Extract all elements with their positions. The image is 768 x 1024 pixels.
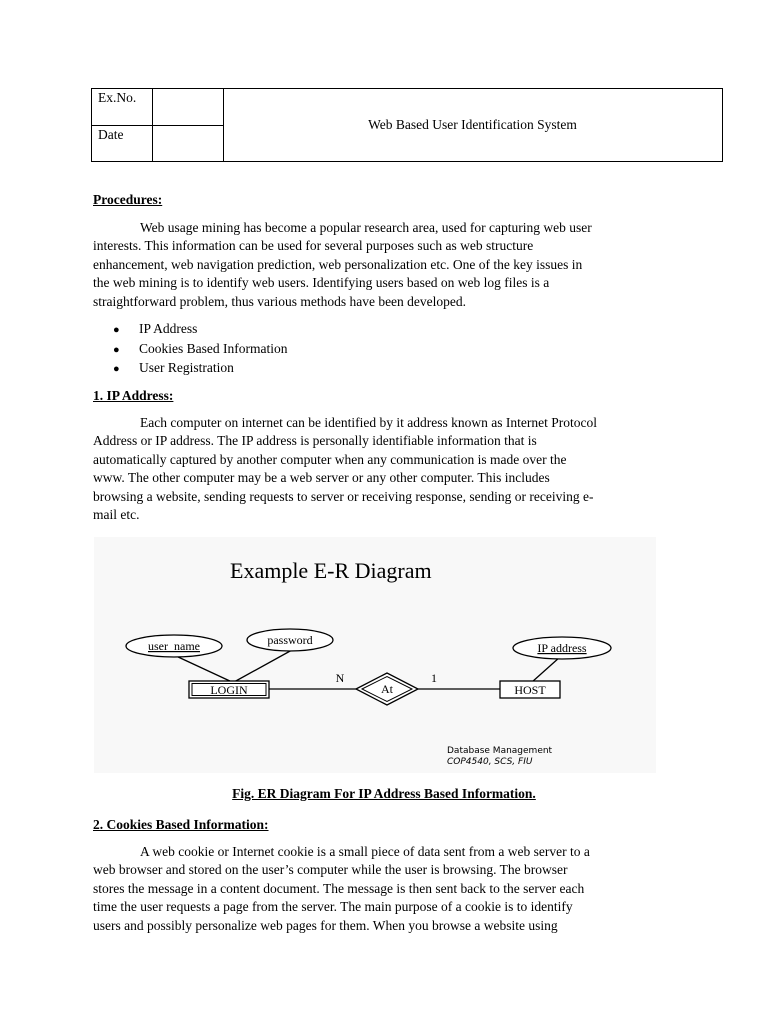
paragraph-line: time the user requests a page from the server. The main purpose of a cookie is to identify [93, 899, 573, 915]
list-item [113, 339, 287, 359]
cardinality-n-label: N [335, 671, 345, 685]
connector-line [176, 656, 232, 682]
paragraph-line: Web usage mining has become a popular research area, used for capturing web user [140, 220, 592, 235]
bullet-icon: ● [113, 363, 120, 376]
paragraph-line: Each computer on internet can be identified by it address known as Internet Protocol [140, 415, 597, 430]
paragraph-line: web browser and stored on the user’s computer while the user is browsing. The browser [93, 862, 568, 878]
entity-login-label: LOGIN [210, 683, 248, 697]
bullet-icon: ● [113, 324, 120, 336]
diagram-title: Example E-R Diagram [230, 558, 432, 583]
header-row-divider [92, 125, 223, 126]
header-table [91, 88, 723, 162]
cardinality-1-label: 1 [431, 671, 437, 685]
cookies-paragraph [93, 843, 673, 935]
bullet-list [113, 319, 287, 378]
list-item-label: IP Address [139, 321, 198, 336]
procedures-heading: Procedures: [93, 192, 163, 207]
paragraph-line: automatically captured by another computer when any communication is made over the [93, 451, 567, 467]
ip-address-heading: 1. IP Address: [93, 388, 174, 403]
paragraph-line: Address or IP address. The IP address is personally identifiable information that is [93, 433, 537, 449]
paragraph-line: enhancement, web navigation prediction, web personalization etc. One of the key issues in [93, 256, 583, 272]
relationship-at-label: At [381, 682, 393, 696]
paragraph-line: straightforward problem, thus various methods have been developed. [93, 293, 467, 309]
ip-address-paragraph [93, 414, 673, 524]
diagram-credit-line2: COP4540, SCS, FIU [447, 757, 533, 767]
document-title: Web Based User Identification System [368, 117, 577, 132]
paragraph-line: users and possibly personalize web pages for them. When you browse a website using [93, 917, 558, 933]
paragraph-line: www. The other computer may be a web server or any other computer. This includes [93, 470, 550, 486]
list-item-label: User Registration [139, 360, 234, 376]
paragraph-line: A web cookie or Internet cookie is a small piece of data sent from a web server to a [140, 844, 590, 859]
connector-line [234, 650, 292, 682]
attribute-password-label: password [267, 633, 313, 647]
paragraph-line: stores the message in a content document. The message is then sent back to the server each [93, 880, 585, 896]
procedures-paragraph [93, 219, 673, 311]
date-label: Date [98, 127, 124, 142]
connector-line [532, 657, 560, 682]
diagram-credit-line1: Database Management [447, 746, 553, 756]
paragraph-line: browsing a website, sending requests to server or receiving response, sending or receiving e- [93, 488, 594, 504]
bullet-icon: ● [113, 343, 120, 356]
er-diagram-figure [94, 537, 656, 773]
list-item-label: Cookies Based Information [139, 340, 288, 356]
list-item [113, 358, 287, 378]
er-diagram [94, 537, 656, 773]
paragraph-line: interests. This information can be used for several purposes such as web structure [93, 238, 534, 254]
cookies-heading: 2. Cookies Based Information: [93, 817, 269, 832]
list-item [113, 319, 287, 339]
attribute-user-name-label: user_name [148, 639, 200, 653]
paragraph-line: the web mining is to identify web users. Identifying users based on web log files is a [93, 275, 550, 291]
entity-host-label: HOST [514, 683, 546, 697]
attribute-ip-address-label: IP address [537, 641, 587, 655]
figure-caption: Fig. ER Diagram For IP Address Based Information. [232, 786, 536, 801]
paragraph-line: mail etc. [93, 507, 140, 523]
ex-no-label: Ex.No. [98, 90, 137, 105]
